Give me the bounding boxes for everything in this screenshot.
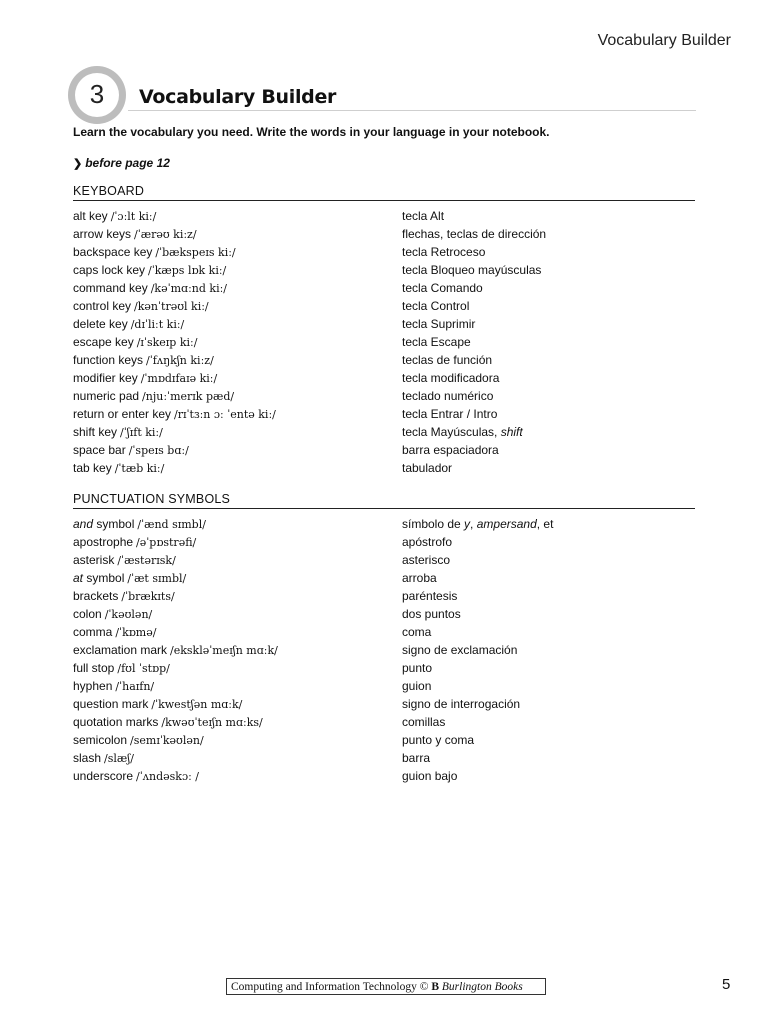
vocab-translation [402, 641, 517, 659]
vocab-translation-part: tecla Bloqueo mayúsculas [402, 263, 542, 277]
vocab-translation-part: apóstrofo [402, 535, 453, 549]
vocab-term-italic: at [73, 571, 84, 585]
pointer-text: before page 12 [85, 156, 170, 170]
vocab-translation-part: signo de interrogación [402, 697, 521, 711]
vocab-translation-part: , [470, 517, 477, 531]
vocab-pronunciation: /dɪˈliːt kiː/ [130, 318, 185, 331]
vocab-term [73, 315, 184, 334]
vocab-term [73, 605, 152, 624]
vocab-pronunciation: /kəˈmɑːnd kiː/ [150, 282, 228, 295]
vocab-translation [402, 441, 499, 459]
vocab-term-text: modifier key [73, 371, 138, 385]
vocab-row [73, 333, 695, 351]
vocab-term [73, 623, 156, 642]
vocab-term-text: question mark [73, 697, 149, 711]
unit-header [68, 66, 696, 114]
vocab-pronunciation: /ˈkwestʃən mɑːk/ [151, 698, 243, 711]
vocab-pronunciation: /fʊl ˈstɒp/ [117, 662, 170, 675]
section-divider [73, 508, 695, 509]
vocab-term-italic: and [73, 517, 94, 531]
vocab-translation [402, 677, 431, 695]
vocab-pronunciation: /ˈkæps lɒk kiː/ [148, 264, 227, 277]
vocab-translation [402, 243, 485, 261]
unit-badge [68, 66, 126, 124]
vocab-row [73, 749, 695, 767]
vocab-term-text: function keys [73, 353, 144, 367]
vocab-row [73, 387, 695, 405]
vocab-row [73, 551, 695, 569]
vocab-row [73, 515, 695, 533]
vocab-translation-part: tecla Escape [402, 335, 471, 349]
vocab-term-text: backspace key [73, 245, 153, 259]
vocab-term-text: escape key [73, 335, 134, 349]
vocab-term [73, 731, 204, 750]
vocab-term-text: space bar [73, 443, 126, 457]
vocab-term [73, 569, 186, 588]
vocab-translation [402, 623, 431, 641]
vocab-row [73, 369, 695, 387]
vocab-term [73, 677, 154, 696]
vocab-translation [402, 515, 553, 533]
vocab-pronunciation: /ˈkəʊlən/ [104, 608, 153, 621]
vocab-translation-part: coma [402, 625, 432, 639]
vocab-row [73, 423, 695, 441]
vocab-row [73, 587, 695, 605]
vocab-translation-part: símbolo de [402, 517, 465, 531]
vocab-row [73, 351, 695, 369]
vocab-pronunciation: /əˈpɒstrəfi/ [136, 536, 197, 549]
vocab-term [73, 423, 163, 442]
vocab-pronunciation: /ˈbrækɪts/ [121, 590, 175, 603]
vocab-translation [402, 551, 450, 569]
vocab-translation-part: shift [500, 425, 523, 439]
vocab-pronunciation: /semɪˈkəʊlən/ [130, 734, 204, 747]
vocab-row [73, 297, 695, 315]
vocab-translation-part: tecla Entrar / Intro [402, 407, 498, 421]
vocab-translation-part: tecla Mayúsculas, [402, 425, 501, 439]
vocab-term [73, 551, 176, 570]
vocab-translation [402, 713, 445, 731]
vocab-translation-part: teclas de función [402, 353, 493, 367]
vocab-term-text: colon [73, 607, 102, 621]
vocab-pronunciation: /rɪˈtɜːn ɔː ˈentə kiː/ [174, 408, 276, 421]
vocab-row [73, 533, 695, 551]
vocab-pronunciation: /ˈbækspeɪs kiː/ [155, 246, 236, 259]
vocab-term [73, 459, 164, 478]
vocab-row [73, 695, 695, 713]
vocab-translation-part: teclado numérico [402, 389, 494, 403]
vocab-term-text: delete key [73, 317, 128, 331]
vocab-term-text: semicolon [73, 733, 128, 747]
vocab-pronunciation: /njuːˈmerɪk pæd/ [142, 390, 235, 403]
vocab-term [73, 279, 227, 298]
vocab-translation [402, 333, 471, 351]
vocab-row [73, 641, 695, 659]
vocab-translation-part: signo de exclamación [402, 643, 518, 657]
vocab-translation-part: ampersand [476, 517, 537, 531]
vocab-term [73, 713, 263, 732]
vocab-term-text: full stop [73, 661, 115, 675]
vocab-row [73, 569, 695, 587]
publisher-name: Burlington Books [439, 981, 523, 993]
vocab-translation-part: punto [402, 661, 433, 675]
vocab-row [73, 261, 695, 279]
vocab-row [73, 623, 695, 641]
vocab-term-text: underscore [73, 769, 134, 783]
vocab-translation [402, 423, 523, 441]
vocab-translation-part: comillas [402, 715, 446, 729]
vocab-term-text: caps lock key [73, 263, 146, 277]
vocab-term [73, 405, 276, 424]
vocab-translation [402, 659, 432, 677]
vocab-pronunciation: /ˈkɒmə/ [115, 626, 157, 639]
page-number: 5 [722, 976, 731, 993]
vocab-translation-part: , et [536, 517, 554, 531]
vocab-translation [402, 605, 461, 623]
section-divider [73, 200, 695, 201]
vocab-translation-part: tecla Control [402, 299, 470, 313]
vocab-row [73, 767, 695, 785]
vocab-row [73, 605, 695, 623]
vocab-term-text: exclamation mark [73, 643, 168, 657]
vocab-pronunciation: /ˈtæb kiː/ [114, 462, 165, 475]
vocab-term-text: symbol [83, 571, 125, 585]
vocab-pronunciation: /ˈærəʊ kiːz/ [134, 228, 197, 241]
vocab-pronunciation: /ˈʃɪft kiː/ [120, 426, 163, 439]
vocab-section [73, 492, 695, 785]
vocab-term-text: command key [73, 281, 148, 295]
vocab-row [73, 207, 695, 225]
vocab-translation [402, 225, 546, 243]
section-title: PUNCTUATION SYMBOLS [73, 492, 231, 506]
vocab-term [73, 659, 170, 678]
vocab-pronunciation: /ˈæt sɪmbl/ [127, 572, 187, 585]
vocab-translation [402, 279, 483, 297]
vocab-translation [402, 387, 493, 405]
vocab-term [73, 333, 197, 352]
section-title: KEYBOARD [73, 184, 145, 198]
vocab-pronunciation: /ˈɔːlt kiː/ [110, 210, 157, 223]
vocab-term [73, 387, 234, 406]
vocab-translation [402, 351, 492, 369]
vocab-translation [402, 587, 457, 605]
vocab-translation [402, 569, 437, 587]
vocab-translation-part: punto y coma [402, 733, 475, 747]
footer-text: Computing and Information Technology © [231, 981, 432, 993]
vocab-term-text: tab key [73, 461, 112, 475]
vocab-term [73, 695, 242, 714]
vocab-translation-part: flechas, teclas de dirección [402, 227, 547, 241]
vocab-term-text: apostrophe [73, 535, 134, 549]
vocab-translation-part: tabulador [402, 461, 453, 475]
vocab-term [73, 225, 197, 244]
vocab-row [73, 459, 695, 477]
vocab-translation [402, 749, 430, 767]
vocab-term [73, 641, 278, 660]
instruction-text: Learn the vocabulary you need. Write the words in your language in your notebook. [73, 125, 550, 139]
vocab-translation [402, 459, 452, 477]
vocab-term [73, 297, 209, 316]
vocab-pronunciation: /ˈfʌŋkʃn kiːz/ [146, 354, 214, 367]
unit-number: 3 [89, 79, 105, 109]
vocab-translation [402, 533, 452, 551]
vocab-row [73, 243, 695, 261]
vocab-translation-part: tecla Suprimir [402, 317, 476, 331]
vocab-row [73, 731, 695, 749]
vocab-translation [402, 315, 475, 333]
page-pointer [73, 156, 170, 170]
vocab-translation-part: barra [402, 751, 431, 765]
vocab-translation [402, 297, 469, 315]
vocab-term [73, 515, 206, 534]
vocab-row [73, 315, 695, 333]
vocab-term-text: control key [73, 299, 132, 313]
vocab-translation-part: guion [402, 679, 432, 693]
vocab-translation-part: guion bajo [402, 769, 458, 783]
vocab-term [73, 243, 236, 262]
running-head: Vocabulary Builder [597, 32, 731, 49]
vocab-term-text: quotation marks [73, 715, 159, 729]
vocab-pronunciation: /ˈænd sɪmbl/ [137, 518, 206, 531]
header-divider [128, 110, 696, 111]
vocab-row [73, 659, 695, 677]
vocab-pronunciation: /ɪˈskeɪp kiː/ [136, 336, 198, 349]
vocab-term-text: alt key [73, 209, 108, 223]
vocab-translation-part: tecla Retroceso [402, 245, 486, 259]
vocab-term [73, 207, 156, 226]
vocab-translation [402, 767, 457, 785]
vocab-row [73, 225, 695, 243]
vocab-row [73, 441, 695, 459]
vocab-translation-part: paréntesis [402, 589, 458, 603]
vocab-term [73, 587, 175, 606]
vocab-translation-part: y [464, 517, 471, 531]
vocab-translation-part: asterisco [402, 553, 451, 567]
vocab-pronunciation: /kwəʊˈteɪʃn mɑːks/ [161, 716, 263, 729]
vocab-pronunciation: /ˈhaɪfn/ [115, 680, 155, 693]
vocab-pronunciation: /ekskləˈmeɪʃn mɑːk/ [170, 644, 278, 657]
vocab-term-text: asterisk [73, 553, 115, 567]
vocab-term-text: arrow keys [73, 227, 132, 241]
vocab-term [73, 533, 196, 552]
vocab-pronunciation: /slæʃ/ [104, 752, 134, 765]
vocab-term-text: brackets [73, 589, 119, 603]
vocab-term [73, 351, 214, 370]
vocab-translation-part: tecla modificadora [402, 371, 500, 385]
vocab-section [73, 184, 695, 477]
burlington-logo: B [431, 981, 439, 993]
vocab-translation [402, 369, 499, 387]
vocab-term-text: hyphen [73, 679, 113, 693]
vocab-translation-part: tecla Comando [402, 281, 483, 295]
vocab-term-text: shift key [73, 425, 118, 439]
vocab-term-text: numeric pad [73, 389, 140, 403]
vocab-term [73, 261, 226, 280]
footer-credit [226, 978, 546, 995]
vocab-translation [402, 731, 474, 749]
vocab-pronunciation: /kənˈtrəʊl kiː/ [134, 300, 209, 313]
vocab-row [73, 677, 695, 695]
chevron-right-icon: ❯ [73, 158, 83, 170]
vocab-translation-part: barra espaciadora [402, 443, 499, 457]
vocab-term-text: comma [73, 625, 113, 639]
unit-title: Vocabulary Builder [139, 86, 337, 108]
vocab-pronunciation: /ˈʌndəskɔː / [136, 770, 200, 783]
vocab-pronunciation: /ˈspeɪs bɑː/ [128, 444, 189, 457]
vocab-translation-part: tecla Alt [402, 209, 445, 223]
vocab-translation [402, 207, 444, 225]
vocab-row [73, 713, 695, 731]
vocab-term [73, 441, 189, 460]
vocab-term [73, 369, 217, 388]
vocab-term [73, 749, 134, 768]
vocab-term-text: slash [73, 751, 102, 765]
vocab-translation [402, 695, 520, 713]
vocab-term-text: symbol [93, 517, 135, 531]
vocab-pronunciation: /ˈmɒdɪfaɪə kiː/ [140, 372, 218, 385]
vocab-translation [402, 405, 497, 423]
vocab-translation-part: dos puntos [402, 607, 461, 621]
vocab-row [73, 279, 695, 297]
vocab-translation [402, 261, 541, 279]
vocab-pronunciation: /ˈæstərɪsk/ [117, 554, 176, 567]
vocab-term [73, 767, 199, 786]
vocab-row [73, 405, 695, 423]
vocab-term-text: return or enter key [73, 407, 172, 421]
vocab-translation-part: arroba [402, 571, 437, 585]
